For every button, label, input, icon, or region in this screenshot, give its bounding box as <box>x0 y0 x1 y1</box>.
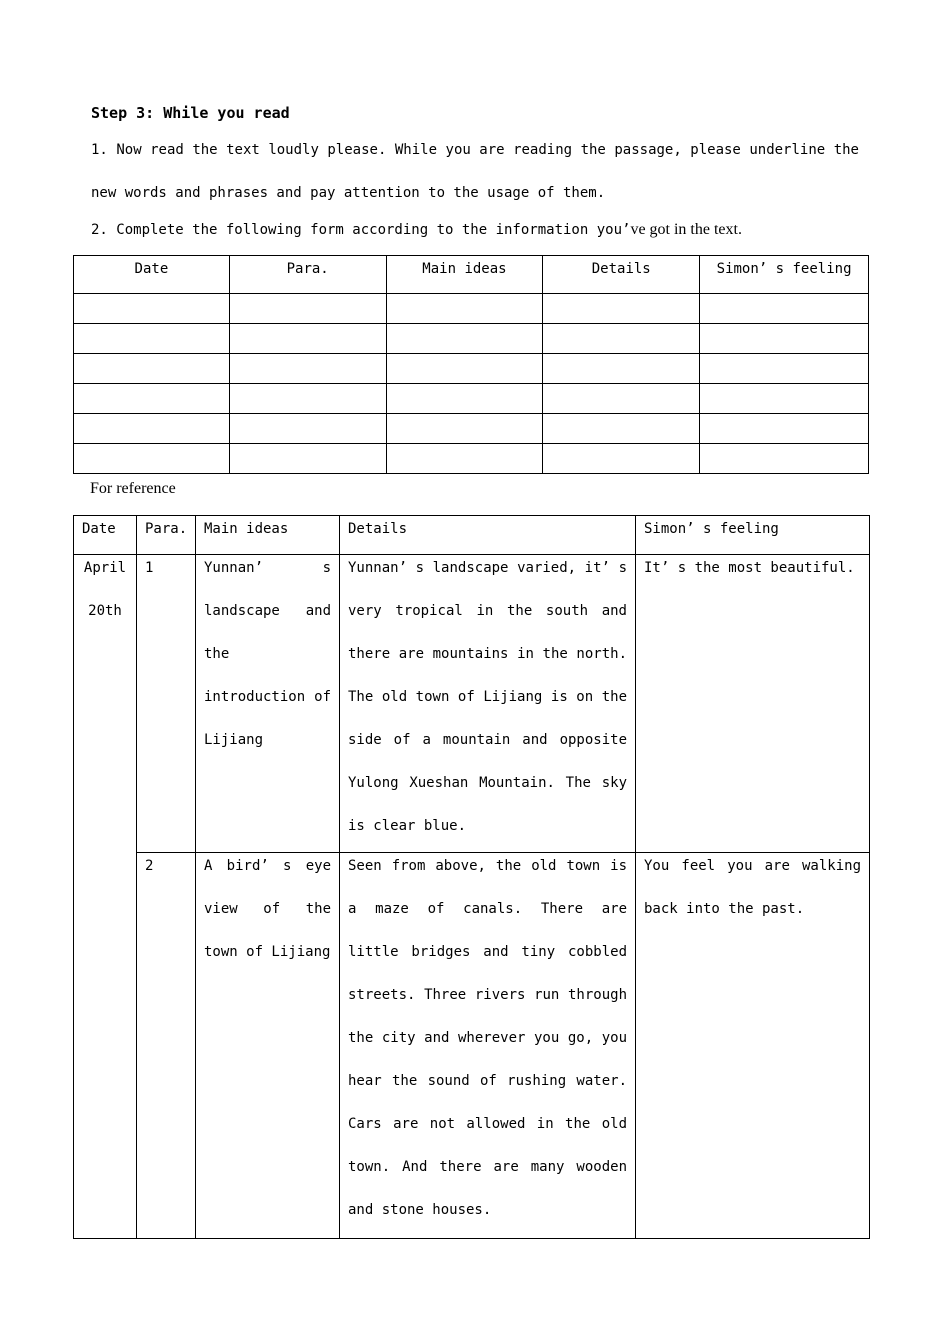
instruction-word: the <box>192 142 218 158</box>
instruction-word: read <box>150 142 184 158</box>
instruction-2-text: 2. Complete the following form according to the information you’ <box>91 222 631 238</box>
ref-para: 2 <box>145 858 154 874</box>
instruction-word: reading <box>513 142 573 158</box>
blank-table-header-row <box>74 256 869 294</box>
blank-cell[interactable] <box>386 324 543 354</box>
blank-cell[interactable] <box>74 294 230 324</box>
ref-para: 1 <box>145 560 154 576</box>
instruction-word: the <box>580 142 606 158</box>
reference-row <box>74 853 870 1239</box>
ref-header-para: Para. <box>137 516 196 555</box>
blank-header-date: Date <box>74 256 230 294</box>
blank-cell[interactable] <box>543 324 700 354</box>
blank-cell[interactable] <box>386 354 543 384</box>
instruction-2 <box>91 221 742 239</box>
blank-cell[interactable] <box>700 324 869 354</box>
blank-cell[interactable] <box>700 354 869 384</box>
instruction-word: text <box>226 142 260 158</box>
instruction-word: the <box>833 142 859 158</box>
ref-header-main-ideas: Main ideas <box>196 516 340 555</box>
blank-cell[interactable] <box>386 384 543 414</box>
blank-cell[interactable] <box>74 444 230 474</box>
blank-form-table <box>73 255 869 474</box>
blank-cell[interactable] <box>700 294 869 324</box>
instruction-word: please. <box>327 142 387 158</box>
blank-cell[interactable] <box>74 324 230 354</box>
blank-cell[interactable] <box>74 414 230 444</box>
ref-feeling-cell <box>636 555 870 853</box>
blank-row <box>74 414 869 444</box>
blank-cell[interactable] <box>543 384 700 414</box>
instruction-word: While <box>394 142 438 158</box>
blank-row <box>74 354 869 384</box>
blank-cell[interactable] <box>543 414 700 444</box>
ref-feeling: You feel you are walking back into the past. <box>644 858 861 917</box>
ref-date: April 20th <box>83 560 127 619</box>
ref-header-date: Date <box>74 516 137 555</box>
blank-cell[interactable] <box>543 354 700 384</box>
ref-header-details: Details <box>340 516 636 555</box>
ref-para-cell <box>137 555 196 853</box>
blank-row <box>74 384 869 414</box>
instruction-2-tail: ve got in the text. <box>630 221 742 238</box>
blank-cell[interactable] <box>229 324 386 354</box>
blank-row <box>74 294 869 324</box>
blank-cell[interactable] <box>386 294 543 324</box>
ref-main-idea-cell <box>196 853 340 1239</box>
blank-cell[interactable] <box>386 414 543 444</box>
instruction-1-line-1 <box>91 142 859 158</box>
blank-cell[interactable] <box>229 444 386 474</box>
blank-row <box>74 324 869 354</box>
blank-cell[interactable] <box>543 294 700 324</box>
instruction-word: underline <box>749 142 826 158</box>
instruction-word: 1. <box>91 142 108 158</box>
reference-row <box>74 555 870 853</box>
instruction-word: please <box>690 142 741 158</box>
ref-main-idea: A bird’ s eye view of the town of Lijiang <box>204 858 331 960</box>
reference-table <box>73 515 870 1239</box>
ref-details-cell <box>340 555 636 853</box>
instruction-1-line-2: new words and phrases and pay attention to the usage of them. <box>91 185 606 201</box>
blank-cell[interactable] <box>700 414 869 444</box>
blank-header-feeling: Simon’ s feeling <box>700 256 869 294</box>
blank-row <box>74 444 869 474</box>
ref-feeling-cell <box>636 853 870 1239</box>
blank-cell[interactable] <box>700 384 869 414</box>
blank-header-main-ideas: Main ideas <box>386 256 543 294</box>
blank-cell[interactable] <box>700 444 869 474</box>
instruction-word: are <box>479 142 505 158</box>
ref-details: Yunnan’ s landscape varied, it’ s very tropical in the south and there are mountains in the north. The old town of Lijiang is on the side of a mountain and opposite Yulong Xueshan Mountain. The sky is clear blue. <box>348 560 627 834</box>
blank-cell[interactable] <box>229 384 386 414</box>
instruction-word: you <box>445 142 471 158</box>
blank-cell[interactable] <box>229 414 386 444</box>
ref-main-idea: Yunnan’ s landscape and the introduction of Lijiang <box>204 560 331 748</box>
blank-cell[interactable] <box>74 384 230 414</box>
ref-date-cell <box>74 555 137 1239</box>
blank-cell[interactable] <box>229 294 386 324</box>
instruction-word: passage, <box>614 142 682 158</box>
ref-header-feeling: Simon’ s feeling <box>636 516 870 555</box>
ref-main-idea-cell <box>196 555 340 853</box>
blank-cell[interactable] <box>229 354 386 384</box>
ref-details-cell <box>340 853 636 1239</box>
reference-label: For reference <box>90 480 176 497</box>
blank-cell[interactable] <box>543 444 700 474</box>
instruction-word: Now <box>116 142 142 158</box>
blank-header-para: Para. <box>229 256 386 294</box>
ref-feeling: It’ s the most beautiful. <box>644 560 855 576</box>
blank-cell[interactable] <box>74 354 230 384</box>
step-heading: Step 3: While you read <box>91 104 290 122</box>
ref-para-cell <box>137 853 196 1239</box>
blank-header-details: Details <box>543 256 700 294</box>
ref-details: Seen from above, the old town is a maze of canals. There are little bridges and tiny cobbled streets. Three rivers run through the city and wherever you go, you hear the sound of rushing water. Cars are not allowed in the old town. And there are many wooden and stone houses. <box>348 858 627 1218</box>
instruction-word: loudly <box>268 142 319 158</box>
blank-cell[interactable] <box>386 444 543 474</box>
